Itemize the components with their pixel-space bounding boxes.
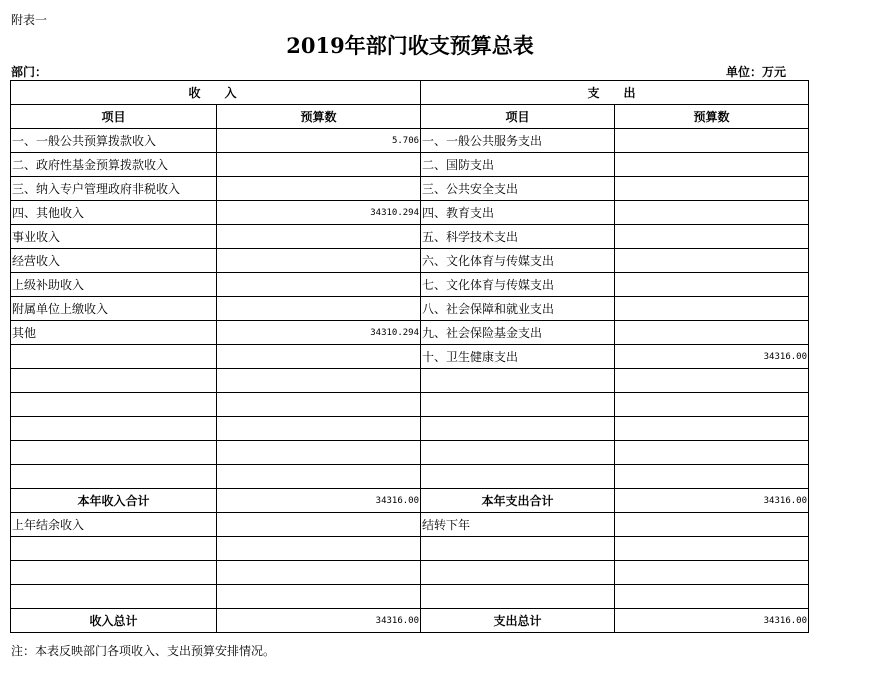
table-row (11, 129, 809, 153)
expense-item: 七、文化体育与传媒支出 (421, 273, 615, 297)
income-item (11, 585, 217, 609)
expense-section-header: 支 出 (421, 81, 809, 105)
income-item: 其他 (11, 321, 217, 345)
expense-value (614, 465, 808, 489)
carry-forward-label: 结转下年 (421, 513, 615, 537)
expense-item-header: 项目 (421, 105, 615, 129)
income-value (217, 177, 421, 201)
table-row (11, 345, 809, 369)
grand-total-row (11, 609, 809, 633)
section-header-row (11, 81, 809, 105)
expense-value (614, 249, 808, 273)
expense-item: 五、科学技术支出 (421, 225, 615, 249)
footnote: 注：本表反映部门各项收入、支出预算安排情况。 (11, 644, 276, 658)
year-income-total-label: 本年收入合计 (11, 489, 217, 513)
expense-item: 十、卫生健康支出 (421, 345, 615, 369)
table-row (11, 561, 809, 585)
income-value (217, 585, 421, 609)
income-value (217, 153, 421, 177)
income-value (217, 465, 421, 489)
income-item (11, 345, 217, 369)
income-item (11, 369, 217, 393)
expense-value (614, 369, 808, 393)
table-row (11, 153, 809, 177)
expense-item (421, 369, 615, 393)
income-value (217, 345, 421, 369)
table-row (11, 393, 809, 417)
budget-summary-table (10, 80, 809, 633)
income-item: 附属单位上缴收入 (11, 297, 217, 321)
carry-forward-value (614, 513, 808, 537)
expense-value (614, 393, 808, 417)
attachment-label: 附表一 (11, 13, 48, 27)
expense-item: 六、文化体育与传媒支出 (421, 249, 615, 273)
income-value (217, 561, 421, 585)
expense-item (421, 585, 615, 609)
income-item: 经营收入 (11, 249, 217, 273)
year-expense-total-value: 34316.00 (614, 489, 808, 513)
income-value (217, 297, 421, 321)
expense-item (421, 537, 615, 561)
income-item: 三、纳入专户管理政府非税收入 (11, 177, 217, 201)
expense-value (614, 273, 808, 297)
department-label: 部门： (11, 65, 48, 79)
income-budget-header: 预算数 (217, 105, 421, 129)
income-value (217, 273, 421, 297)
income-item: 上级补助收入 (11, 273, 217, 297)
income-section-header: 收 入 (11, 81, 421, 105)
income-value (217, 225, 421, 249)
expense-item: 三、公共安全支出 (421, 177, 615, 201)
income-item (11, 393, 217, 417)
income-item: 一、一般公共预算拨款收入 (11, 129, 217, 153)
income-item: 事业收入 (11, 225, 217, 249)
year-income-total-value: 34316.00 (217, 489, 421, 513)
expense-item: 九、社会保险基金支出 (421, 321, 615, 345)
income-value (217, 537, 421, 561)
expense-value (614, 153, 808, 177)
table-row (11, 273, 809, 297)
expense-item (421, 393, 615, 417)
expense-value (614, 585, 808, 609)
expense-item (421, 561, 615, 585)
table-row (11, 321, 809, 345)
expense-item: 二、国防支出 (421, 153, 615, 177)
balance-row (11, 513, 809, 537)
income-item (11, 417, 217, 441)
expense-value (614, 177, 808, 201)
expense-value (614, 561, 808, 585)
income-item (11, 465, 217, 489)
income-total-label: 收入总计 (11, 609, 217, 633)
expense-value (614, 297, 808, 321)
expense-item: 四、教育支出 (421, 201, 615, 225)
expense-total-value: 34316.00 (614, 609, 808, 633)
expense-value (614, 321, 808, 345)
expense-item: 八、社会保障和就业支出 (421, 297, 615, 321)
income-item (11, 561, 217, 585)
table-row (11, 465, 809, 489)
income-value: 34310.294 (217, 321, 421, 345)
income-item (11, 537, 217, 561)
prev-balance-label: 上年结余收入 (11, 513, 217, 537)
table-row (11, 369, 809, 393)
income-value (217, 417, 421, 441)
expense-value: 34316.00 (614, 345, 808, 369)
income-value (217, 369, 421, 393)
expense-value (614, 225, 808, 249)
expense-value (614, 441, 808, 465)
table-row (11, 177, 809, 201)
expense-item: 一、一般公共服务支出 (421, 129, 615, 153)
income-value (217, 441, 421, 465)
table-row (11, 417, 809, 441)
income-value: 5.706 (217, 129, 421, 153)
table-row (11, 537, 809, 561)
income-value (217, 249, 421, 273)
expense-value (614, 537, 808, 561)
income-value (217, 393, 421, 417)
expense-item (421, 441, 615, 465)
year-expense-total-label: 本年支出合计 (421, 489, 615, 513)
table-row (11, 585, 809, 609)
income-total-value: 34316.00 (217, 609, 421, 633)
expense-item (421, 465, 615, 489)
table-row (11, 441, 809, 465)
unit-label: 单位：万元 (726, 65, 787, 79)
table-row (11, 249, 809, 273)
expense-value (614, 129, 808, 153)
income-item: 二、政府性基金预算拨款收入 (11, 153, 217, 177)
expense-item (421, 417, 615, 441)
income-item (11, 441, 217, 465)
income-item: 四、其他收入 (11, 201, 217, 225)
expense-value (614, 417, 808, 441)
year-total-row (11, 489, 809, 513)
income-item-header: 项目 (11, 105, 217, 129)
column-header-row (11, 105, 809, 129)
expense-budget-header: 预算数 (614, 105, 808, 129)
table-row (11, 297, 809, 321)
expense-total-label: 支出总计 (421, 609, 615, 633)
table-row (11, 225, 809, 249)
page-title: 2019年部门收支预算总表 (286, 33, 534, 58)
table-row (11, 201, 809, 225)
income-value: 34310.294 (217, 201, 421, 225)
expense-value (614, 201, 808, 225)
prev-balance-value (217, 513, 421, 537)
